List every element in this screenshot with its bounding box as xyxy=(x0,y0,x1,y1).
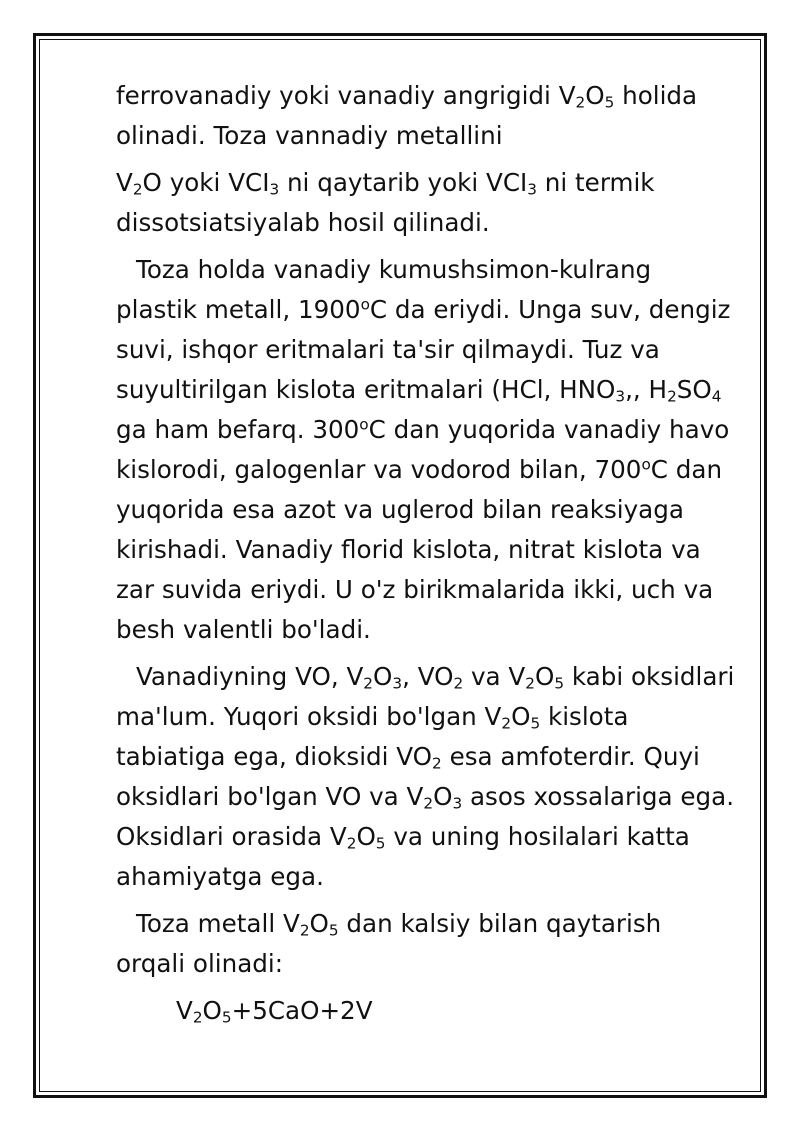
text-line: Oksidlari orasida $V_2O_5$ va uning hosilalari katta xyxy=(116,822,690,853)
paragraph-1 xyxy=(116,76,752,156)
paragraph-list xyxy=(116,76,752,984)
text-line: oksidlari bo'lgan VO va $V_2O_3$ asos xossalariga ega. xyxy=(116,782,735,813)
text-line: tabiatiga ega, dioksidi $VO_2$ esa amfoterdir. Quyi xyxy=(116,742,700,773)
paragraph-3 xyxy=(116,250,752,650)
text-line: kislorodi, galogenlar va vodorod bilan, 700$^o$C dan xyxy=(116,455,723,484)
document-body xyxy=(116,76,752,1038)
text-line: $V_2O$ yoki $VCI_3$ ni qaytarib yoki $VCI_3$ ni termik xyxy=(116,168,655,199)
text-line: suyultirilgan kislota eritmalari (HCl, $HNO_3$,, $H_2SO_4$ xyxy=(116,375,722,406)
text-line: kirishadi. Vanadiy florid kislota, nitrat kislota va xyxy=(116,535,701,564)
chemical-equation: $V_2O_5+5CaO+2V$ xyxy=(176,996,373,1027)
text-line: Toza holda vanadiy kumushsimon-kulrang xyxy=(136,255,652,284)
text-line: orqali olinadi: xyxy=(116,949,283,978)
text-line: suvi, ishqor eritmalari ta'sir qilmaydi. Tuz va xyxy=(116,335,660,364)
text-line: ahamiyatga ega. xyxy=(116,862,324,891)
text-line: dissotsiatsiyalab hosil qilinadi. xyxy=(116,208,490,237)
paragraph-2 xyxy=(116,163,752,243)
text-line: ferrovanadiy yoki vanadiy angrigidi $V_2O_5$ holida xyxy=(116,81,698,112)
text-line: yuqorida esa azot va uglerod bilan reaksiyaga xyxy=(116,495,684,524)
text-line: ma'lum. Yuqori oksidi bo'lgan $V_2O_5$ kislota xyxy=(116,702,629,733)
text-line: zar suvida eriydi. U o'z birikmalarida ikki, uch va xyxy=(116,575,714,604)
text-line: ga ham befarq. 300$^o$C dan yuqorida vanadiy havo xyxy=(116,415,730,444)
paragraph-5 xyxy=(116,904,752,984)
text-line: plastik metall, 1900$^o$C da eriydi. Unga suv, dengiz xyxy=(116,295,731,324)
text-line: Toza metall $V_2O_5$ dan kalsiy bilan qaytarish xyxy=(136,909,662,940)
text-line: olinadi. Toza vannadiy metallini xyxy=(116,121,503,150)
paragraph-4 xyxy=(116,657,752,897)
text-line: besh valentli bo'ladi. xyxy=(116,615,371,644)
text-line: Vanadiyning VO, $V_2O_3$, $VO_2$ va $V_2O_5$ kabi oksidlari xyxy=(136,662,735,693)
